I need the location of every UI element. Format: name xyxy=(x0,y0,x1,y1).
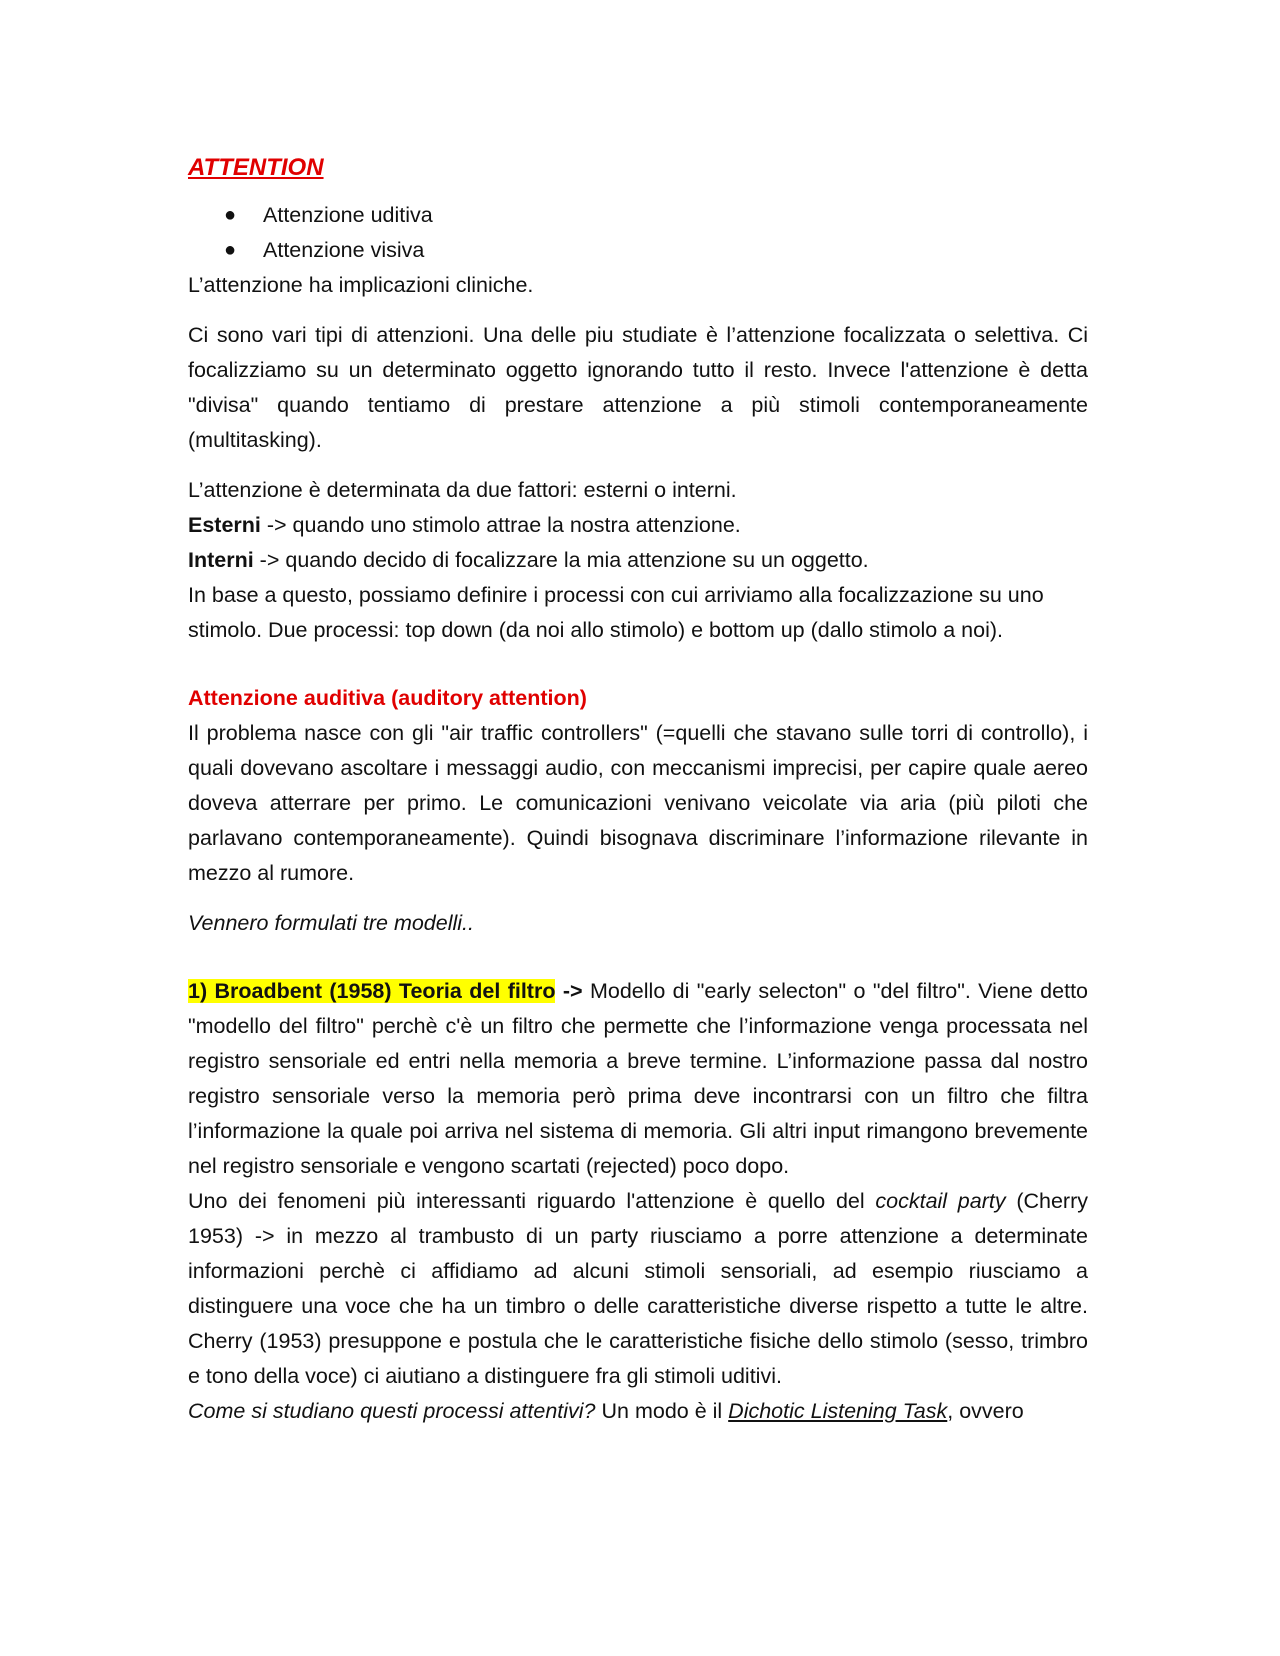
cocktail-paragraph: Uno dei fenomeni più interessanti riguardo l'attenzione è quello del cocktail party (Cherry 1953) -> in mezzo al trambusto di un party riusciamo a porre attenzione a determinate informazioni perchè ci affidiamo ad alcuni stimoli sensoriali, ad esempio riusciamo a distinguere una voce che ha un timbro o delle caratteristiche diverse rispetto a tutte le altre. Cherry (1953) presuppone e postula che le caratteristiche fisiche dello stimolo (sesso, trimbro e tono della voce) ci aiutiano a distinguere fra gli stimoli uditivi. xyxy=(188,1189,1088,1388)
question-text: Come si studiano questi processi attentivi? xyxy=(188,1399,596,1423)
bullet-list xyxy=(188,198,1088,268)
section-heading: Attenzione auditiva (auditory attention) xyxy=(188,686,587,710)
interni-line: Interni -> quando decido di focalizzare la mia attenzione su un oggetto. xyxy=(188,548,869,572)
intro-paragraph: L’attenzione ha implicazioni cliniche. xyxy=(188,273,534,297)
models-intro: Vennero formulati tre modelli.. xyxy=(188,911,474,935)
processes-paragraph: In base a questo, possiamo definire i processi con cui arriviamo alla focalizzazione su uno stimolo. Due processi: top down (da noi allo stimolo) e bottom up (dallo stimolo a noi). xyxy=(188,583,1044,642)
dichotic-listening-link: Dichotic Listening Task xyxy=(728,1399,948,1423)
broadbent-highlight: 1) Broadbent (1958) Teoria del filtro xyxy=(188,979,556,1003)
question-paragraph: Come si studiano questi processi attentivi? Un modo è il Dichotic Listening Task, ovvero xyxy=(188,1399,1024,1423)
cocktail-term: cocktail party xyxy=(875,1189,1006,1213)
page-title: ATTENTION xyxy=(188,154,324,181)
interni-label: Interni xyxy=(188,548,254,572)
bullet-icon: ● xyxy=(224,239,237,261)
air-traffic-paragraph: Il problema nasce con gli "air traffic controllers" (=quelli che stavano sulle torri di controllo), i quali dovevano ascoltare i messaggi audio, con meccanismi imprecisi, per capire quale aereo doveva atterrare per primo. Le comunicazioni venivano veicolate via aria (più piloti che parlavano contemporaneamente). Quindi bisognava discriminare l’informazione rilevante in mezzo al rumore. xyxy=(188,721,1088,885)
esterni-label: Esterni xyxy=(188,513,261,537)
bullet-icon: ● xyxy=(224,204,237,226)
esterni-line: Esterni -> quando uno stimolo attrae la nostra attenzione. xyxy=(188,513,741,537)
document-body xyxy=(188,150,1088,1429)
factors-line: L’attenzione è determinata da due fattori: esterni o interni. xyxy=(188,478,737,502)
broadbent-paragraph: 1) Broadbent (1958) Teoria del filtro -> Modello di "early selecton" o "del filtro". Viene detto "modello del filtro" perchè c'è un filtro che permette che l’informazione venga processata nel registro sensoriale ed entri nella memoria a breve termine. L’informazione passa dal nostro registro sensoriale verso la memoria però prima deve incontrarsi con un filtro che filtra l’informazione la quale poi arriva nel sistema di memoria. Gli altri input rimangono brevemente nel registro sensoriale e vengono scartati (rejected) poco dopo. xyxy=(188,979,1088,1178)
list-item: ● Attenzione visiva xyxy=(188,233,1088,268)
types-paragraph: Ci sono vari tipi di attenzioni. Una delle piu studiate è l’attenzione focalizzata o selettiva. Ci focalizziamo su un determinato oggetto ignorando tutto il resto. Invece l'attenzione è detta "divisa" quando tentiamo di prestare attenzione a più stimoli contemporaneamente (multitasking). xyxy=(188,323,1088,452)
list-item: ● Attenzione uditiva xyxy=(188,198,1088,233)
